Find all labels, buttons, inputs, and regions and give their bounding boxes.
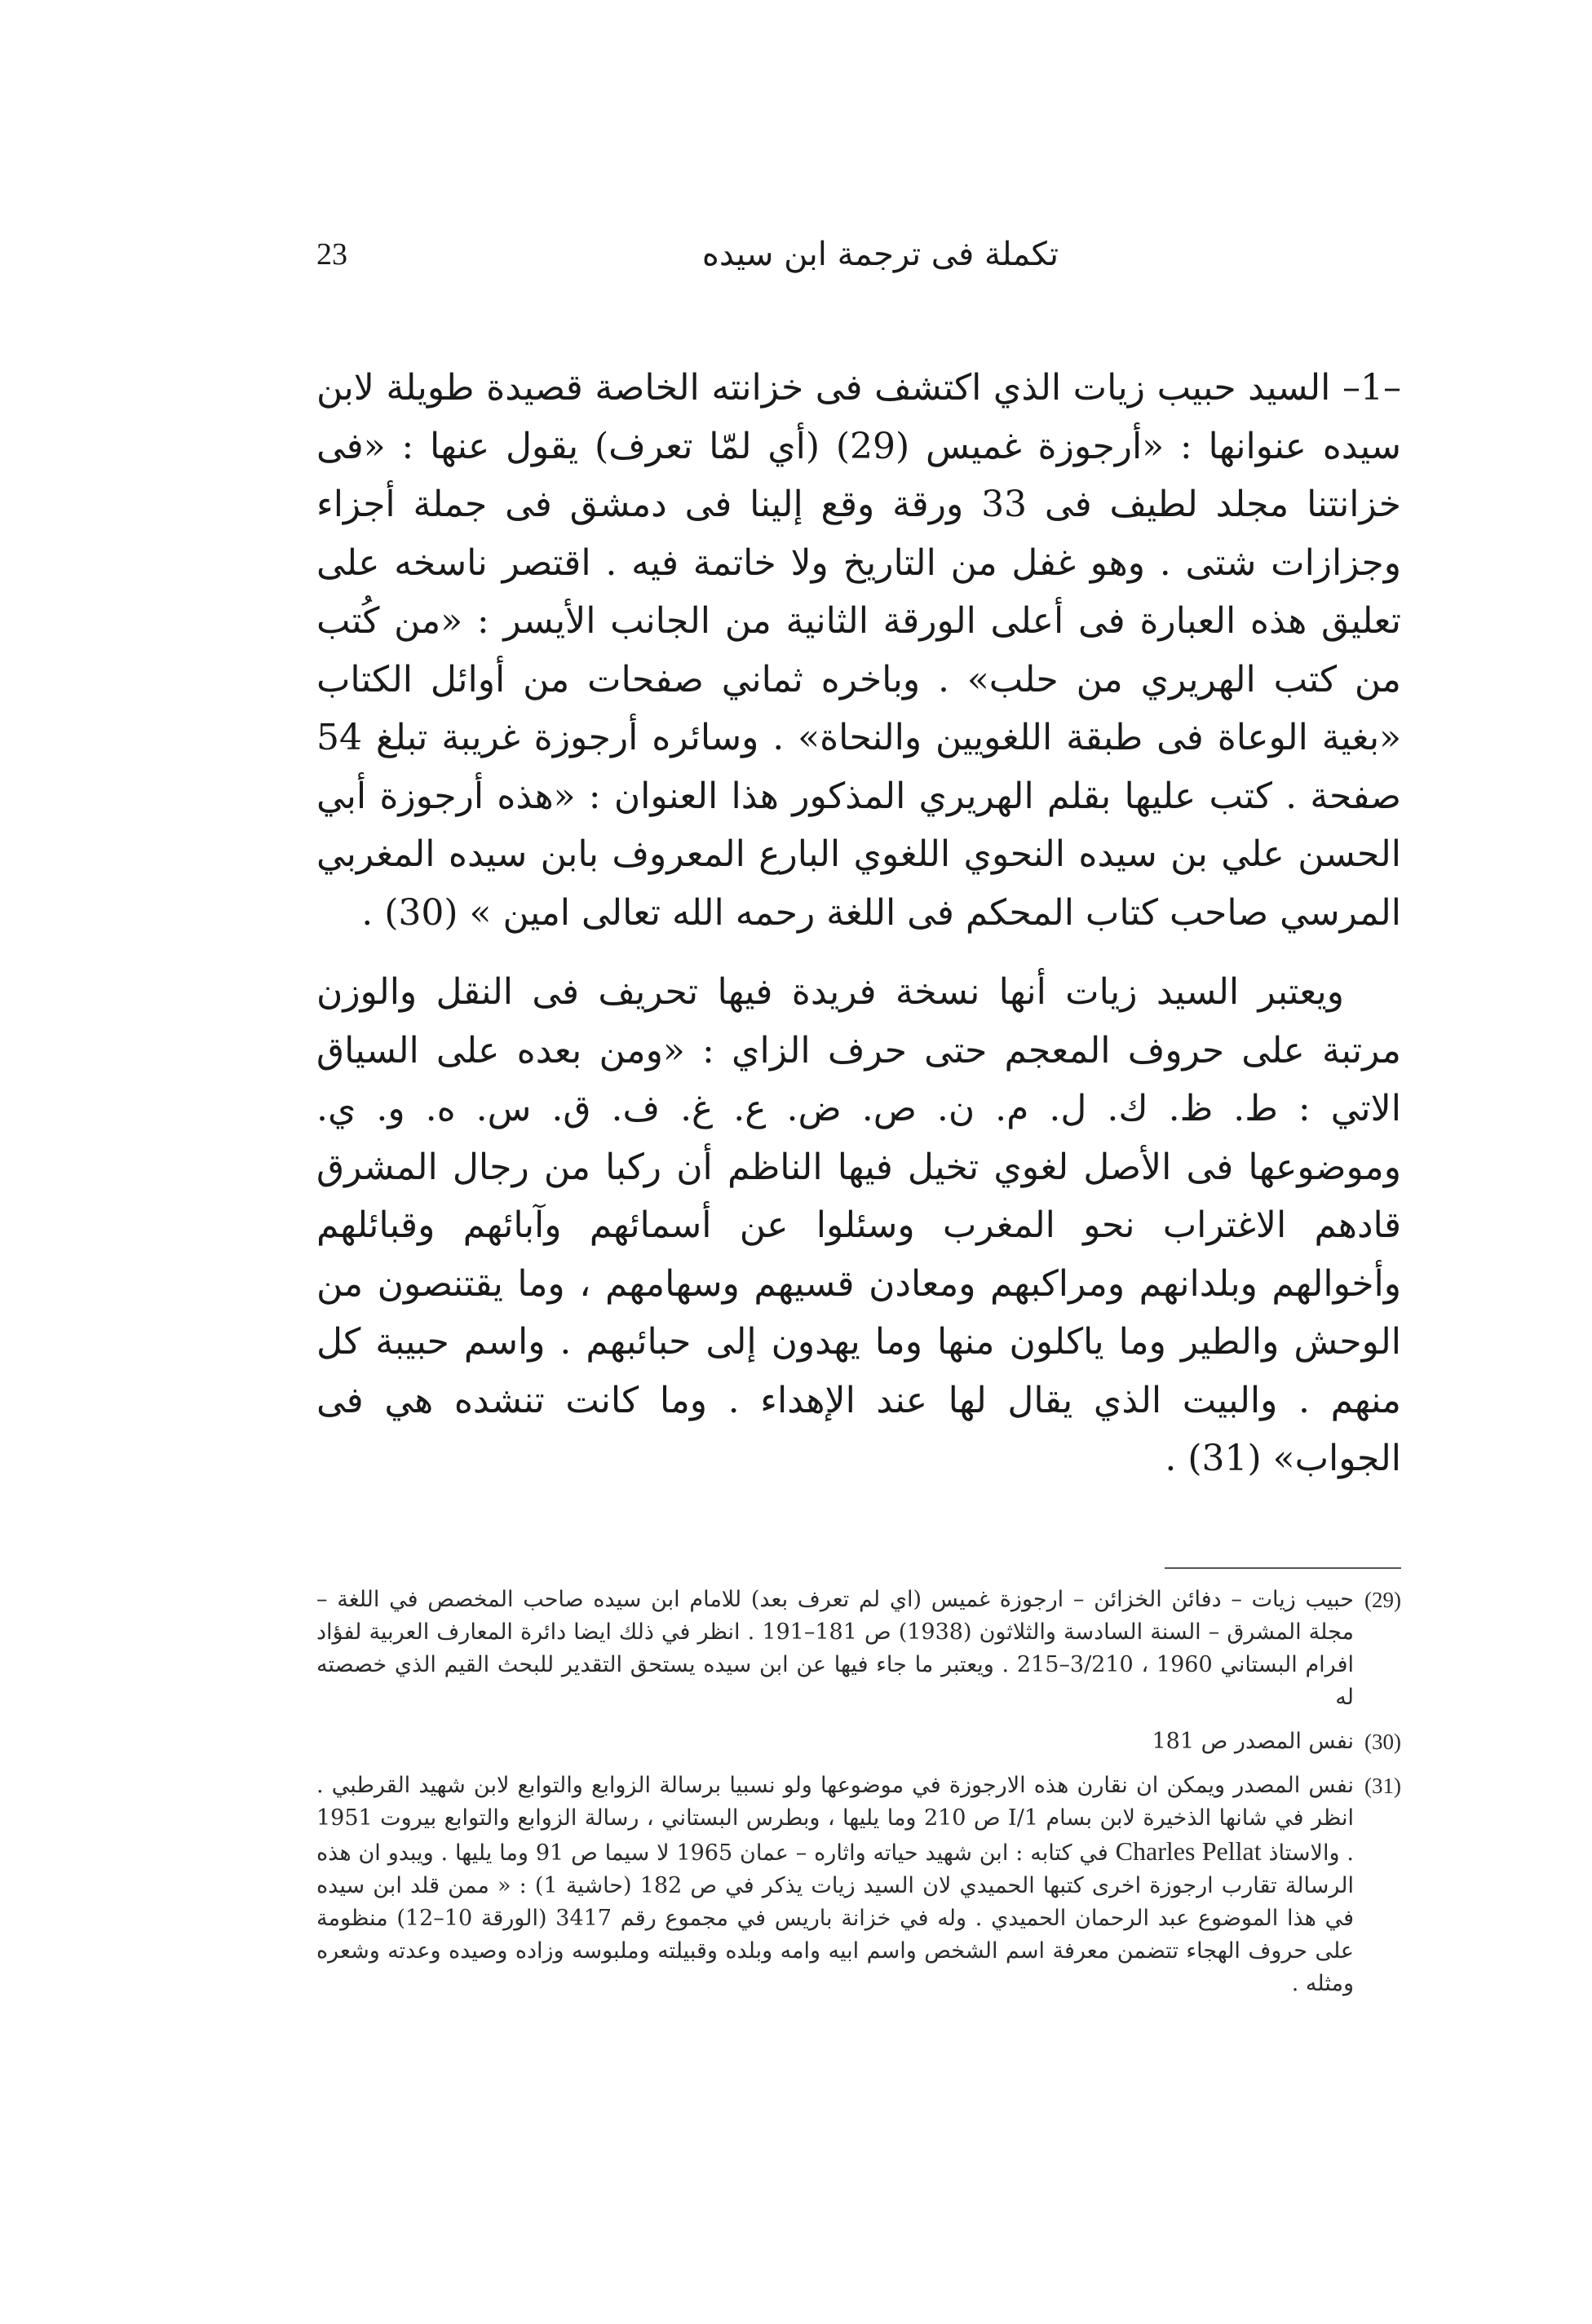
- page-number: 23: [316, 237, 347, 272]
- footnote-separator: [1165, 1567, 1401, 1569]
- footnote-number: (31): [1364, 1774, 1401, 1798]
- main-text: [316, 359, 1401, 1488]
- paragraph-1: –1– السيد حبيب زيات الذي اكتشف فى خزانته الخاصة قصيدة طويلة لابن سيده عنوانها : «أرجوزة غميس (29) (أي لمّا تعرف) يقول عنها : «فى خزانتنا مجلد لطيف فى 33 ورقة وقع إلينا فى دمشق فى جملة أجزاء وجزازات شتى . وهو غفل من التاريخ ولا خاتمة فيه . اقتصر ناسخه على تعليق هذه العبارة فى أعلى الورقة الثانية من الجانب الأيسر : «من كُتب من كتب الهريري من حلب» . وباخره ثماني صفحات من أوائل الكتاب «بغية الوعاة فى طبقة اللغويين والنحاة» . وسائره أرجوزة غريبة تبلغ 54 صفحة . كتب عليها بقلم الهريري المذكور هذا العنوان : «هذه أرجوزة أبي الحسن علي بن سيده النحوي اللغوي البارع المعروف بابن سيده المغربي المرسي صاحب كتاب المحكم فى اللغة رحمه الله تعالى امين » (30) .: [316, 367, 1401, 934]
- footnote-text-part-2: في كتابه : ابن شهيد حياته واثاره – عمان 1965 لا سيما ص 91 وما يليها . ويبدو ان هذه الرسالة تقارب ارجوزة اخرى كتبها الحميدي لان السيد زيات يذكر في ص 182 (حاشية 1) : « ممن قلد ابن سيده في هذا الموضوع عبد الرحمان الحميدي . وله في خزانة باريس في مجموع رقم 3417 (الورقة 10–12) منظومة على حروف الهجاء تتضمن معرفة اسم الشخص واسم ابيه وامه وبلده وقبيلته وملبوسه وزاده وصيده وعدته وشعره ومثله .: [316, 1840, 1355, 1996]
- page-header: [316, 230, 1401, 279]
- paragraph-2: ويعتبر السيد زيات أنها نسخة فريدة فيها تحريف فى النقل والوزن مرتبة على حروف المعجم حتى حرف الزاي : «ومن بعده على السياق الاتي : ط. ظ. ك. ل. م. ن. ص. ض. ع. غ. ف. ق. س. ه. و. ي. وموضوعها فى الأصل لغوي تخيل فيها الناظم أن ركبا من رجال المشرق قادهم الاغتراب نحو المغرب وسئلوا عن أسمائهم وآبائهم وقبائلهم وأخوالهم وبلدانهم ومراكبهم ومعادن قسيهم وسهامهم ، وما يقتنصون من الوحش والطير وما ياكلون منها وما يهدون إلى حبائبهم . واسم حبيبة كل منهم . والبيت الذي يقال لها عند الإهداء . وما كانت تنشده هي فى الجواب» (31) .: [316, 971, 1401, 1479]
- footnote-text: نفس المصدر ص 181: [1152, 1729, 1354, 1754]
- author-name-latin: Charles Pellat: [1115, 1836, 1262, 1866]
- footnote-31: [316, 1770, 1401, 2000]
- footnote-29: [316, 1584, 1401, 1714]
- running-title: تكملة فى ترجمة ابن سيده: [701, 236, 1059, 273]
- footnote-text-part-1: نفس المصدر ويمكن ان نقارن هذه الارجوزة في موضوعها ولو نسبيا برسالة الزوابع والتوابع لابن شهيد القرطبي . انظر في شانها الذخيرة لابن بسام 1/I ص 210 وما يليها ، وبطرس البستاني ، رسالة الزوابع والتوابع بيروت 1951 . والاستاذ: [316, 1773, 1355, 1866]
- footnote-text: [316, 1770, 1354, 2000]
- footnote-30: [316, 1725, 1401, 1758]
- footnotes: [316, 1584, 1401, 2012]
- footnote-text: حبيب زيات – دفائن الخزائن – ارجوزة غميس (اي لم تعرف بعد) للامام ابن سيده صاحب المخصص في اللغة – مجلة المشرق – السنة السادسة والثلاثون (1938) ص 181–191 . انظر في ذلك ايضا دائرة المعارف العربية لفؤاد افرام البستاني 1960 ، 3/210–215 . ويعتبر ما جاء فيها عن ابن سيده يستحق التقدير للبحث القيم الذي خصصته له: [316, 1587, 1354, 1710]
- footnote-number: (30): [1364, 1730, 1401, 1754]
- footnote-number: (29): [1364, 1588, 1401, 1612]
